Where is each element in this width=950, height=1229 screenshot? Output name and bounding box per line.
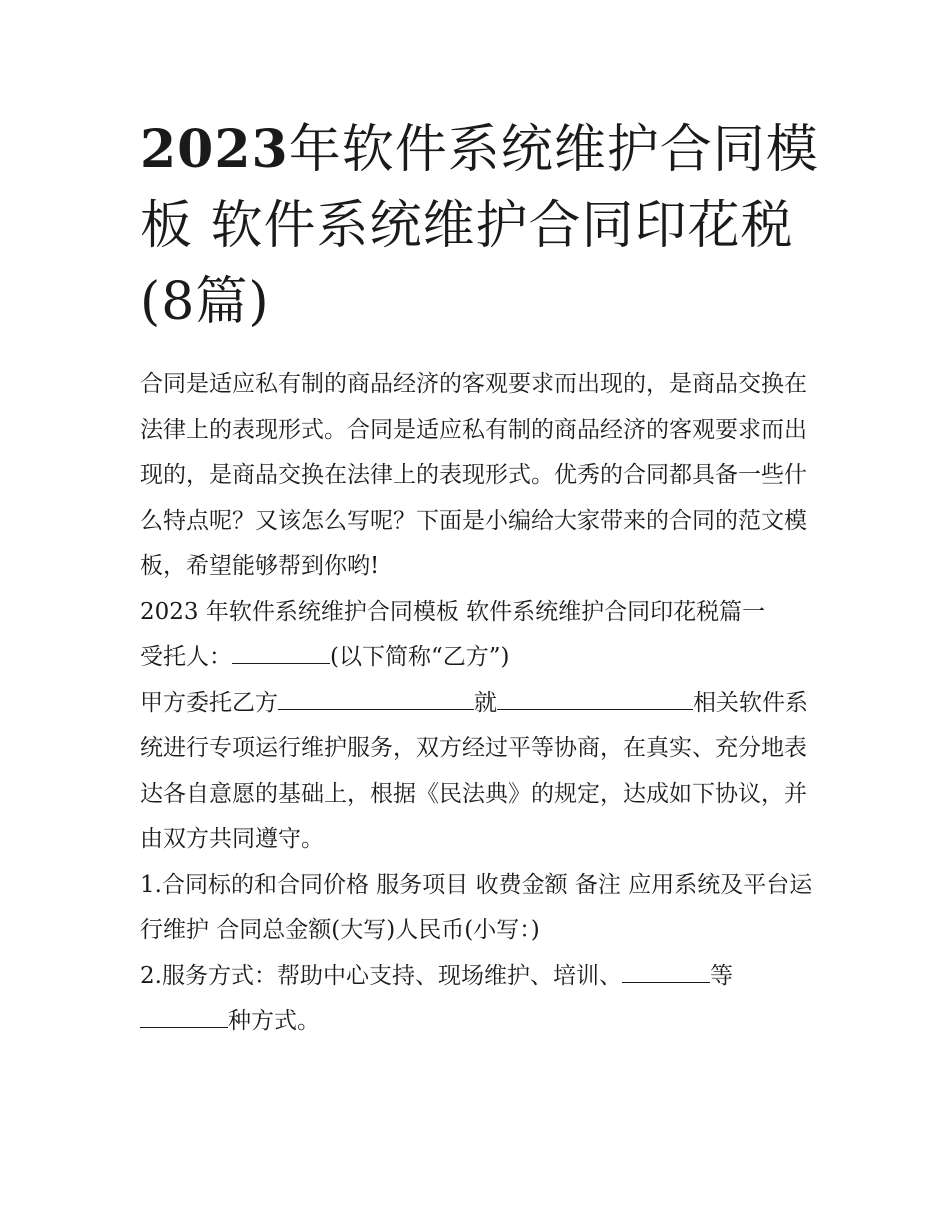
entrust-blank-1 [278, 683, 474, 710]
clause-2-text-1: 2.服务方式：帮助中心支持、现场维护、培训、 [140, 962, 622, 989]
entrust-blank-2 [497, 683, 693, 710]
clause-2-text-2: 等 [709, 962, 733, 989]
clause-1: 1.合同标的和合同价格 服务项目 收费金额 备注 应用系统及平台运行维护 合同总金额(大写)人民币(小写：) [140, 871, 813, 943]
section-heading: 2023 年软件系统维护合同模板 软件系统维护合同印花税篇一 [140, 598, 766, 625]
clause-2-text-3: 种方式。 [228, 1008, 320, 1034]
intro-paragraph: 合同是适应私有制的商品经济的客观要求而出现的，是商品交换在法律上的表现形式。合同是适应私有制的商品经济的客观要求而出现的，是商品交换在法律上的表现形式。优秀的合同都具备一些什么特点呢？又该怎么写呢？下面是小编给大家带来的合同的范文模板，希望能够帮到你哟! [140, 371, 807, 579]
trustee-label: 受托人： [140, 644, 232, 670]
trustee-line [140, 635, 820, 681]
entrust-text-2: 就 [474, 689, 497, 716]
clause-2-blank-1 [622, 956, 710, 983]
document-page [140, 112, 820, 1045]
document-title [140, 112, 820, 340]
entrust-paragraph [140, 681, 820, 863]
trustee-blank [232, 637, 330, 664]
document-body [140, 362, 820, 1045]
title-year: 2023 [140, 119, 289, 180]
entrust-text-1: 甲方委托乙方 [140, 689, 278, 716]
clause-2-blank-2 [140, 1001, 228, 1028]
title-text: 年软件系统维护合同模板 软件系统维护合同印花税(8篇) [140, 120, 819, 332]
clause-2 [140, 954, 820, 1045]
entrust-text-3: 相关软件系统进行专项运行维护服务，双方经过平等协商，在真实、充分地表达各自意愿的基础上，根据《民法典》的规定，达成如下协议，并由双方共同遵守。 [140, 689, 808, 852]
trustee-suffix: (以下简称“乙方”) [330, 644, 510, 670]
